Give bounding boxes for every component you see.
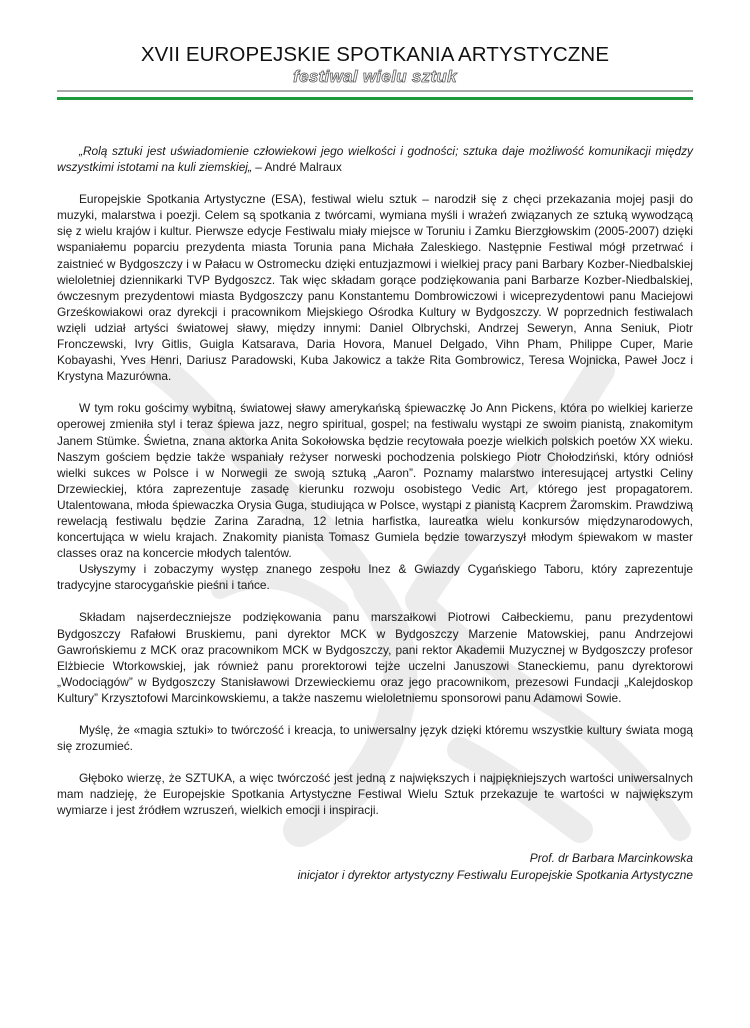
header-divider-green bbox=[57, 97, 693, 100]
body-paragraph: Myślę, że «magia sztuki» to twórczość i kreacja, to uniwersalny język dzięki któremu wszystkie kultury świata mogą się zrozumieć. bbox=[57, 723, 693, 754]
body-paragraph: Usłyszymy i zobaczymy występ znanego zespołu Inez & Gwiazdy Cygańskiego Taboru, który zaprezentuje tradycyjne starocygańskie pieśni i tańce. bbox=[57, 562, 693, 593]
body-paragraph: Głęboko wierzę, że SZTUKA, a więc twórczość jest jedną z największych i najpiękniejszych wartości uniwersalnych mam nadzieję, że Europejskie Spotkania Artystyczne Festiwal Wielu Sztuk przekazuje te wartości w największym wymiarze i jest źródłem wzruszeń, wielkich emocji i inspiracji. bbox=[57, 771, 693, 818]
body-paragraph: W tym roku gościmy wybitną, światowej sławy amerykańską śpiewaczkę Jo Ann Pickens, która po wielkiej karierze operowej zmieniła styl i teraz śpiewa jazz, negro spiritual, gospel; na festiwalu wystąpi ze swoim pianistą, znakomitym Janem Stümke. Świetna, znana aktorka Anita Sokołowska będzie recytowała poezje wielkich polskich poetów XX wieku. Naszym gościem będzie także wspaniały reżyser norweski pochodzenia polskiego Piotr Chołodziński, który odniósł wielki sukces w Polsce i w Norwegii ze swoją sztuką „Aaron”. Poznamy malarstwo interesującej artystki Celiny Drzewieckiej, która zaprezentuje zasadę kierunku rozwoju osobistego Vedic Art, którego jest propagatorem. Utalentowana, młoda śpiewaczka Orysia Guga, studiująca w Polsce, wystąpi z pianistą Kacprem Żaromskim. Prawdziwą rewelacją festiwalu będzie Zarina Zaradna, 12 letnia harfistka, laureatka wielu konkursów międzynarodowych, koncertująca w wielu krajach. Znakomity pianista Tomasz Gumiela będzie towarzyszył młodym śpiewakom w master classes oraz na koncercie młodych talentów. bbox=[57, 401, 693, 561]
signature-role: inicjator i dyrektor artystyczny Festiwalu Europejskie Spotkania Artystyczne bbox=[297, 867, 693, 882]
document-title: XVII EUROPEJSKIE SPOTKANIA ARTYSTYCZNE bbox=[140, 43, 610, 66]
signature-block bbox=[57, 850, 693, 882]
header-divider-grey bbox=[57, 90, 693, 92]
quote-text: „Rolą sztuki jest uświadomienie człowiekowi jego wielkości i godności; sztuka daje możliwość komunikacji między wszystkimi istotami na kuli ziemskiej„ bbox=[57, 144, 693, 175]
body-text bbox=[57, 143, 693, 883]
body-paragraph: Składam najserdeczniejsze podziękowania panu marszałkowi Piotrowi Całbeckiemu, panu prezydentowi Bydgoszczy Rafałowi Bruskiemu, pani dyrektor MCK w Bydgoszczy Marzenie Matowskiej, panu Andrzejowi Gawrońskiemu z MCK oraz pracownikom MCK w Bydgoszczy, pani rektor Akademii Muzycznej w Bydgoszczy profesor Elżbiecie Wtorkowskiej, jak również panu prorektorowi tejże uczelni Januszowi Staneckiemu, panu dyrektorowi „Wodociągów” w Bydgoszczy Stanisławowi Drzewieckiemu oraz jego pracownikom, prezesowi Fundacji „Kalejdoskop Kultury” Krzysztofowi Marcinkowskiemu, a także naszemu wieloletniemu sponsorowi panu Adamowi Sowie. bbox=[57, 610, 693, 705]
signature-name: Prof. dr Barbara Marcinkowska bbox=[529, 851, 693, 866]
quote-paragraph bbox=[57, 143, 693, 175]
quote-author: – André Malraux bbox=[251, 160, 342, 175]
document-subtitle: festiwal wielu sztuk bbox=[293, 67, 457, 86]
body-paragraph: Europejskie Spotkania Artystyczne (ESA), festiwal wielu sztuk – narodził się z chęci przekazania mojej pasji do muzyki, malarstwa i poezji. Celem są spotkania z twórcami, wymiana myśli i wrażeń związanych ze sztuką wywodzącą się z wielu krajów i kultur. Pierwsze edycje Festiwalu miały miejsce w Toruniu i Zamku Bierzgłowskim (2005-2007) dzięki wspaniałemu poparciu prezydenta miasta Torunia pana Michała Zaleskiego. Następnie Festiwal mógł przetrwać i zaistnieć w Bydgoszczy i w Pałacu w Ostromecku dzięki entuzjazmowi i wielkiej pracy pani Barbary Kozber-Niedbalskiej wieloletniej dziennikarki TVP Bydgoszcz. Tak więc składam gorące podziękowania pani Barbarze Kozber-Niedbalskiej, ówczesnym prezydentowi miasta Bydgoszczy panu Konstantemu Dombrowiczowi i wiceprezydentowi panu Maciejowi Grześkowiakowi oraz dyrekcji i pracownikom Miejskiego Ośrodka Kultury w Bydgoszczy. W poprzednich festiwalach wzięli udział artyści światowej sławy, między innymi: Daniel Olbrychski, Andrzej Seweryn, Anna Seniuk, Piotr Fronczewski, Ivry Gitlis, Guigla Katsarava, Daria Hovora, Manuel Delgado, Vihn Pham, Philippe Cuper, Marie Kobayashi, Yves Henri, Dariusz Paradowski, Kuba Jakowicz a także Rita Gombrowicz, Teresa Wojnicka, Paweł Jocz i Krystyna Mazurówna. bbox=[57, 192, 693, 384]
